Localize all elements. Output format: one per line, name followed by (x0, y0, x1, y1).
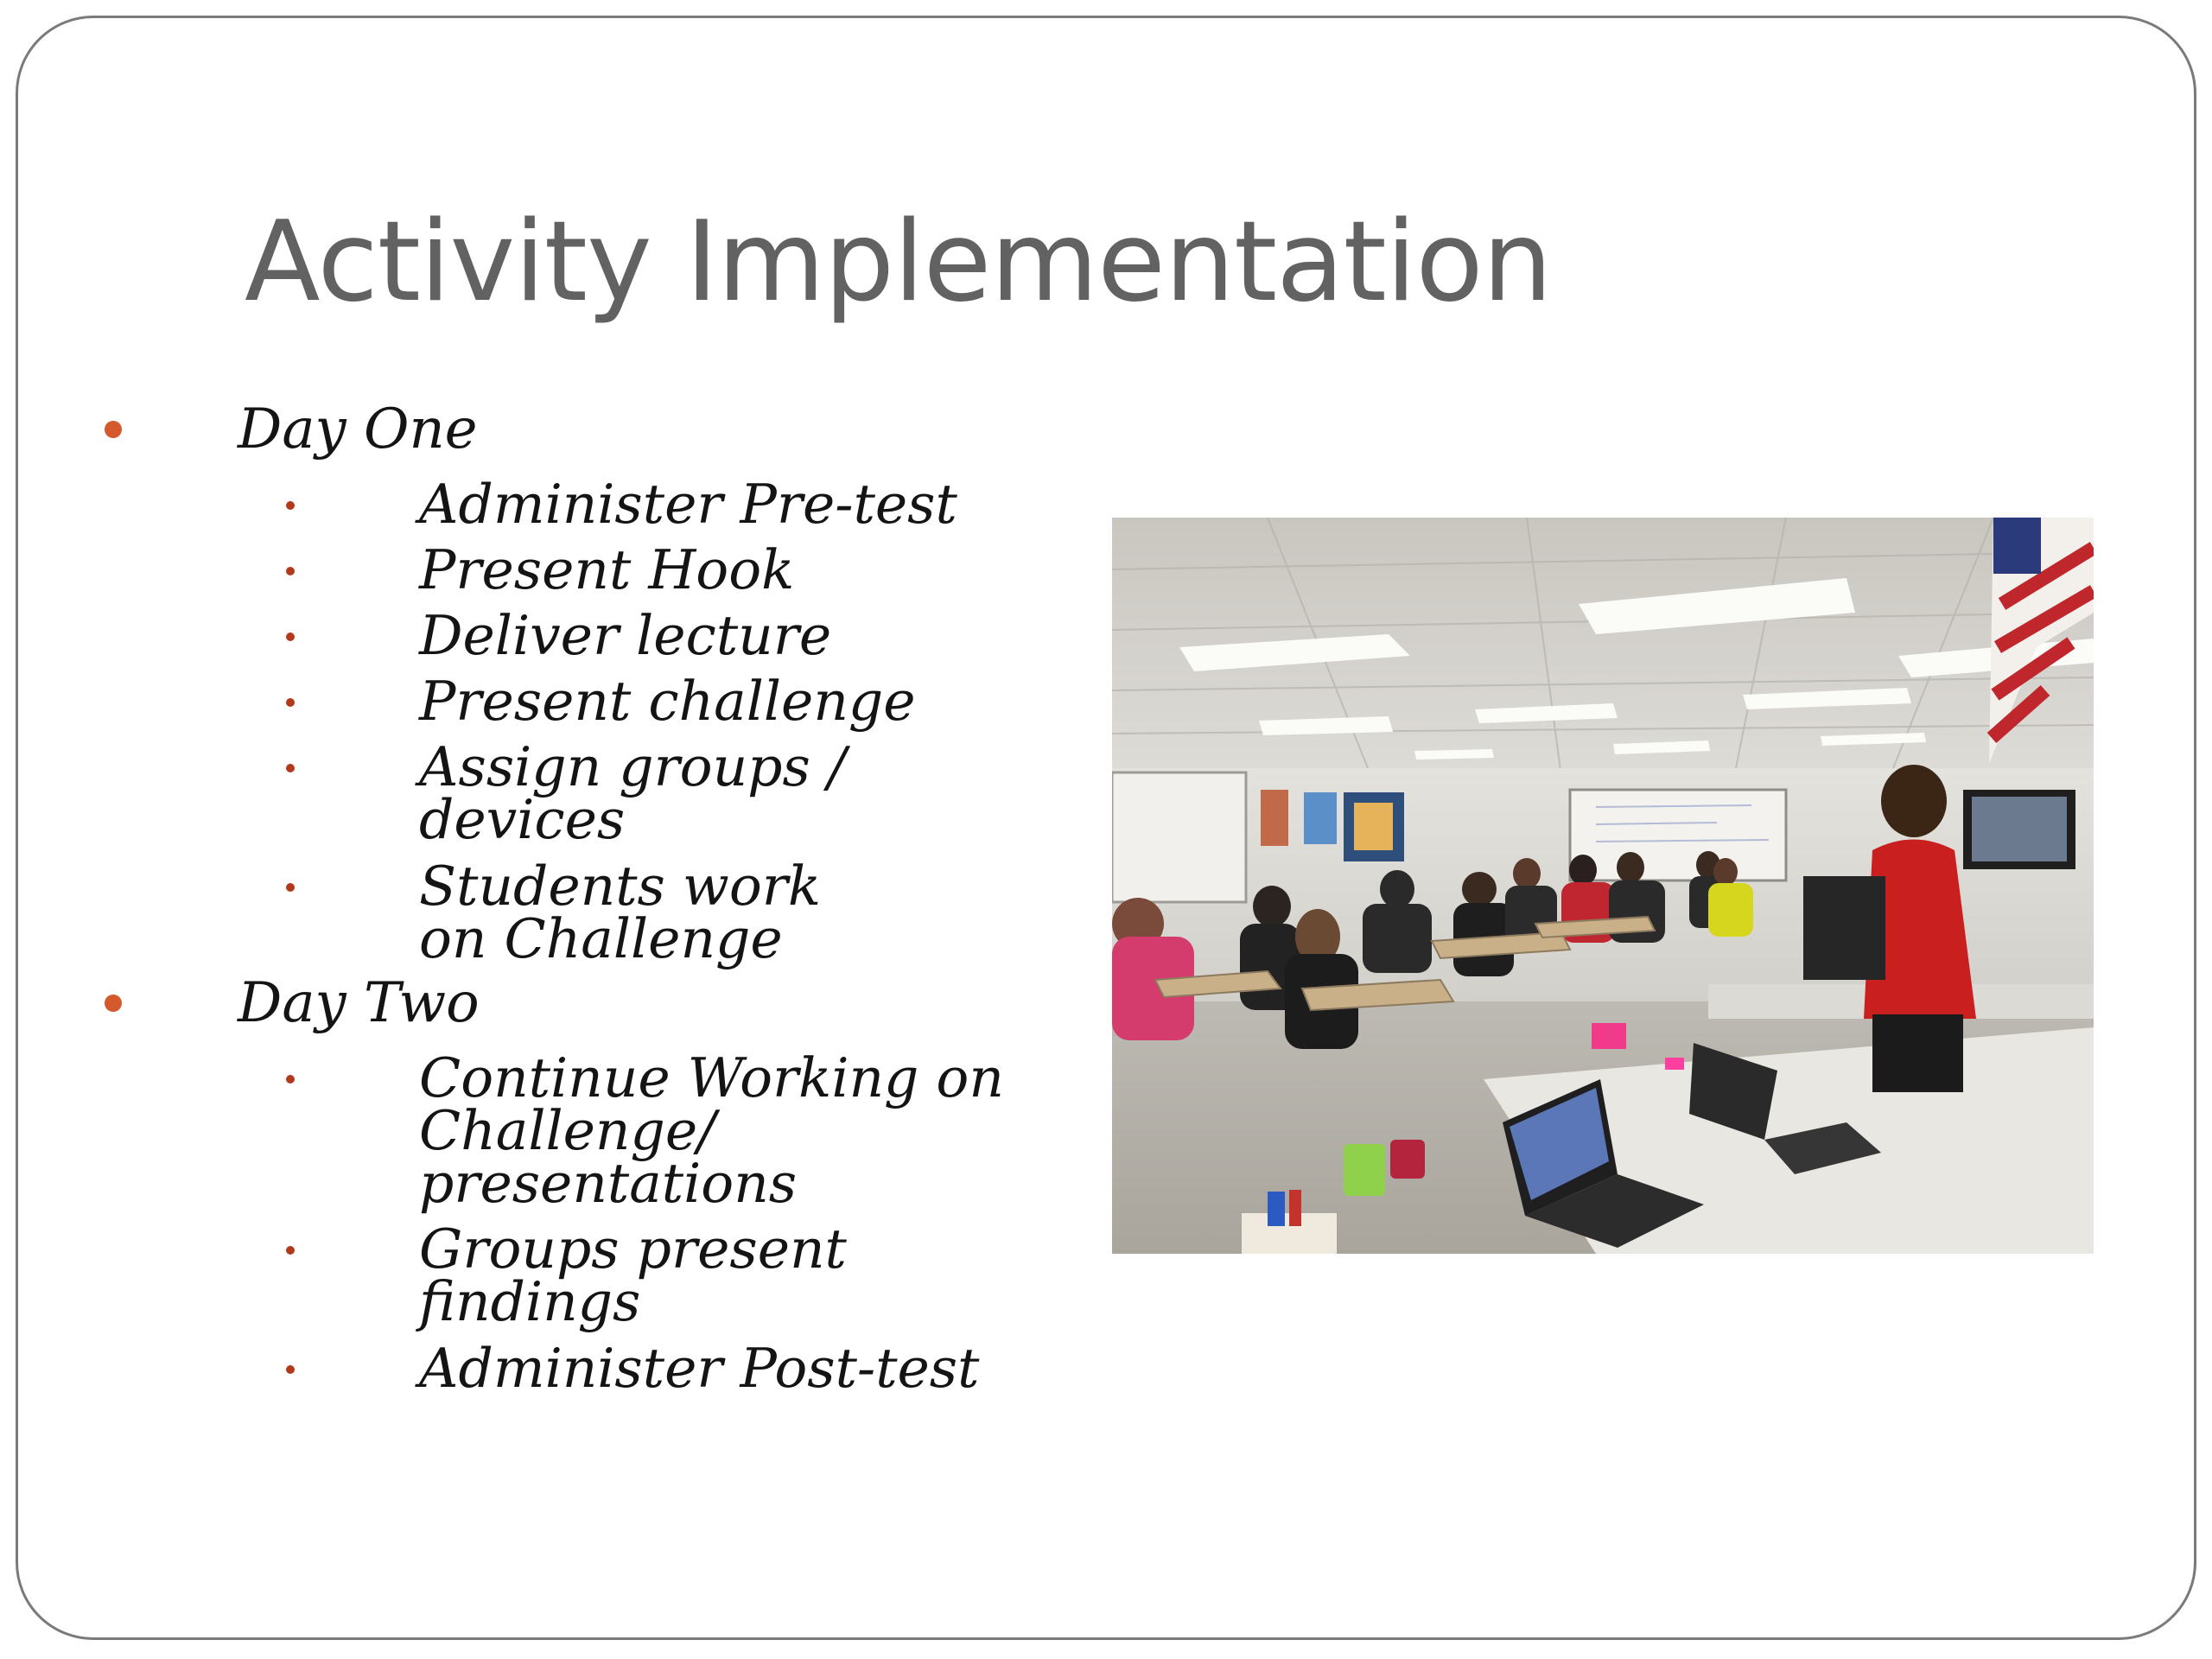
sub-bullet-dot-icon (286, 632, 295, 641)
list-item (419, 604, 832, 667)
list-item (419, 473, 957, 536)
day-one-label: Day One (238, 397, 478, 461)
classroom-photo (1112, 518, 2094, 1254)
list-item (419, 855, 903, 970)
list-item (419, 1337, 980, 1400)
sub-bullet-dot-icon (286, 1246, 295, 1255)
list-item (419, 670, 916, 733)
classroom-photo-image (1112, 518, 2094, 1254)
list-item (419, 1046, 1024, 1215)
list-item-text: Students work on Challenge (419, 855, 822, 970)
list-item (419, 735, 903, 851)
slide-title: Activity Implementation (245, 198, 1552, 327)
list-item-text: Administer Post-test (419, 1337, 980, 1400)
list-item (419, 538, 795, 601)
sub-bullet-dot-icon (286, 1075, 295, 1084)
bullet-dot-icon (105, 421, 122, 438)
list-item-text: Present Hook (419, 538, 795, 601)
sub-bullet-dot-icon (286, 501, 295, 510)
sub-bullet-dot-icon (286, 883, 295, 892)
day-one-item (238, 397, 478, 461)
sub-bullet-dot-icon (286, 567, 295, 575)
list-item-text: Groups present findings (419, 1217, 847, 1333)
sub-bullet-dot-icon (286, 698, 295, 707)
bullet-dot-icon (105, 995, 122, 1012)
slide-frame (16, 16, 2196, 1640)
sub-bullet-dot-icon (286, 1365, 295, 1374)
list-item (419, 1217, 903, 1333)
sub-bullet-dot-icon (286, 764, 295, 772)
list-item-text: Continue Working on Challenge/ presentations (419, 1046, 1004, 1215)
list-item-text: Deliver lecture (419, 604, 832, 667)
day-two-label: Day Two (238, 971, 480, 1035)
list-item-text: Assign groups / devices (419, 735, 847, 851)
day-two-item (238, 971, 480, 1035)
list-item-text: Administer Pre-test (419, 473, 957, 536)
list-item-text: Present challenge (419, 670, 916, 733)
